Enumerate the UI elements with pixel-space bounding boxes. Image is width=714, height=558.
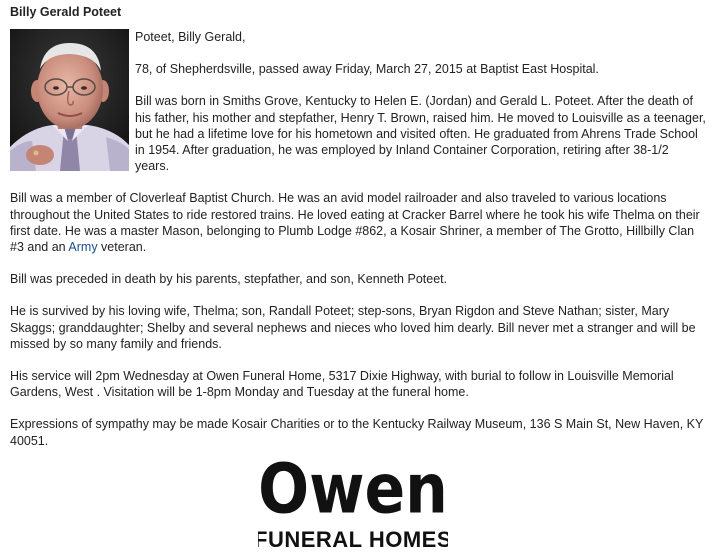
obituary-salutation: Poteet, Billy Gerald, xyxy=(135,30,246,44)
portrait-image xyxy=(10,29,129,171)
obituary-bio: Bill was born in Smiths Grove, Kentucky to Helen E. (Jordan) and Gerald L. Poteet. After the death of his father, his mother and stepfather, Henry T. Brown, raised him. He moved to Louisville as a teenager, but he had a lifetime love for his hometown and visited often. He graduated from Ahrens Trade School in 1954. After graduation, he was employed by Inland Container Corporation, retiring after 38-1/2 years. xyxy=(135,94,706,174)
obituary-heading: Billy Gerald Poteet xyxy=(10,5,122,19)
membership-text-end: veteran. xyxy=(97,240,147,255)
obituary-preceded: Bill was preceded in death by his parents, stepfather, and son, Kenneth Poteet. xyxy=(10,272,448,287)
obituary-article xyxy=(10,4,706,465)
portrait-photo xyxy=(10,29,129,171)
army-link[interactable]: Army xyxy=(68,240,98,255)
obituary-intro: 78, of Shepherdsville, passed away Friday, March 27, 2015 at Baptist East Hospital. xyxy=(135,62,599,77)
obituary-membership xyxy=(10,190,706,255)
obituary-sympathy: Expressions of sympathy may be made Kosair Charities or to the Kentucky Railway Museum, 136 S Main St, New Haven, KY 40051. xyxy=(10,417,704,448)
logo-brand-text: Owen xyxy=(258,455,448,530)
obituary-service: His service will 2pm Wednesday at Owen Funeral Home, 5317 Dixie Highway, with burial to follow in Louisville Memorial Gardens, West . Visitation will be 1-8pm Monday and Tuesday at the funeral home. xyxy=(10,369,674,400)
logo-tagline-text: FUNERAL HOMES xyxy=(258,527,448,552)
obituary-survived: He is survived by his loving wife, Thelma; son, Randall Poteet; step-sons, Bryan Rigdon and Steve Nathan; sister, Mary Skaggs; granddaughter; Shelby and several nephews and nieces who loved him dearly. Bill never met a stranger and will be missed by so many family and friends. xyxy=(10,304,696,351)
owen-funeral-homes-logo xyxy=(258,455,448,553)
membership-text: Bill was a member of Cloverleaf Baptist Church. He was an avid model railroader and also traveled to various locations throughout the United States to ride restored trains. He loved eating at Cracker Barrel where he took his wife Thelma on their first date. He was a master Mason, belonging to Plumb Lodge #862, a Kosair Shriner, a member of The Grotto, Hillbilly Clan #3 and an xyxy=(10,191,700,255)
